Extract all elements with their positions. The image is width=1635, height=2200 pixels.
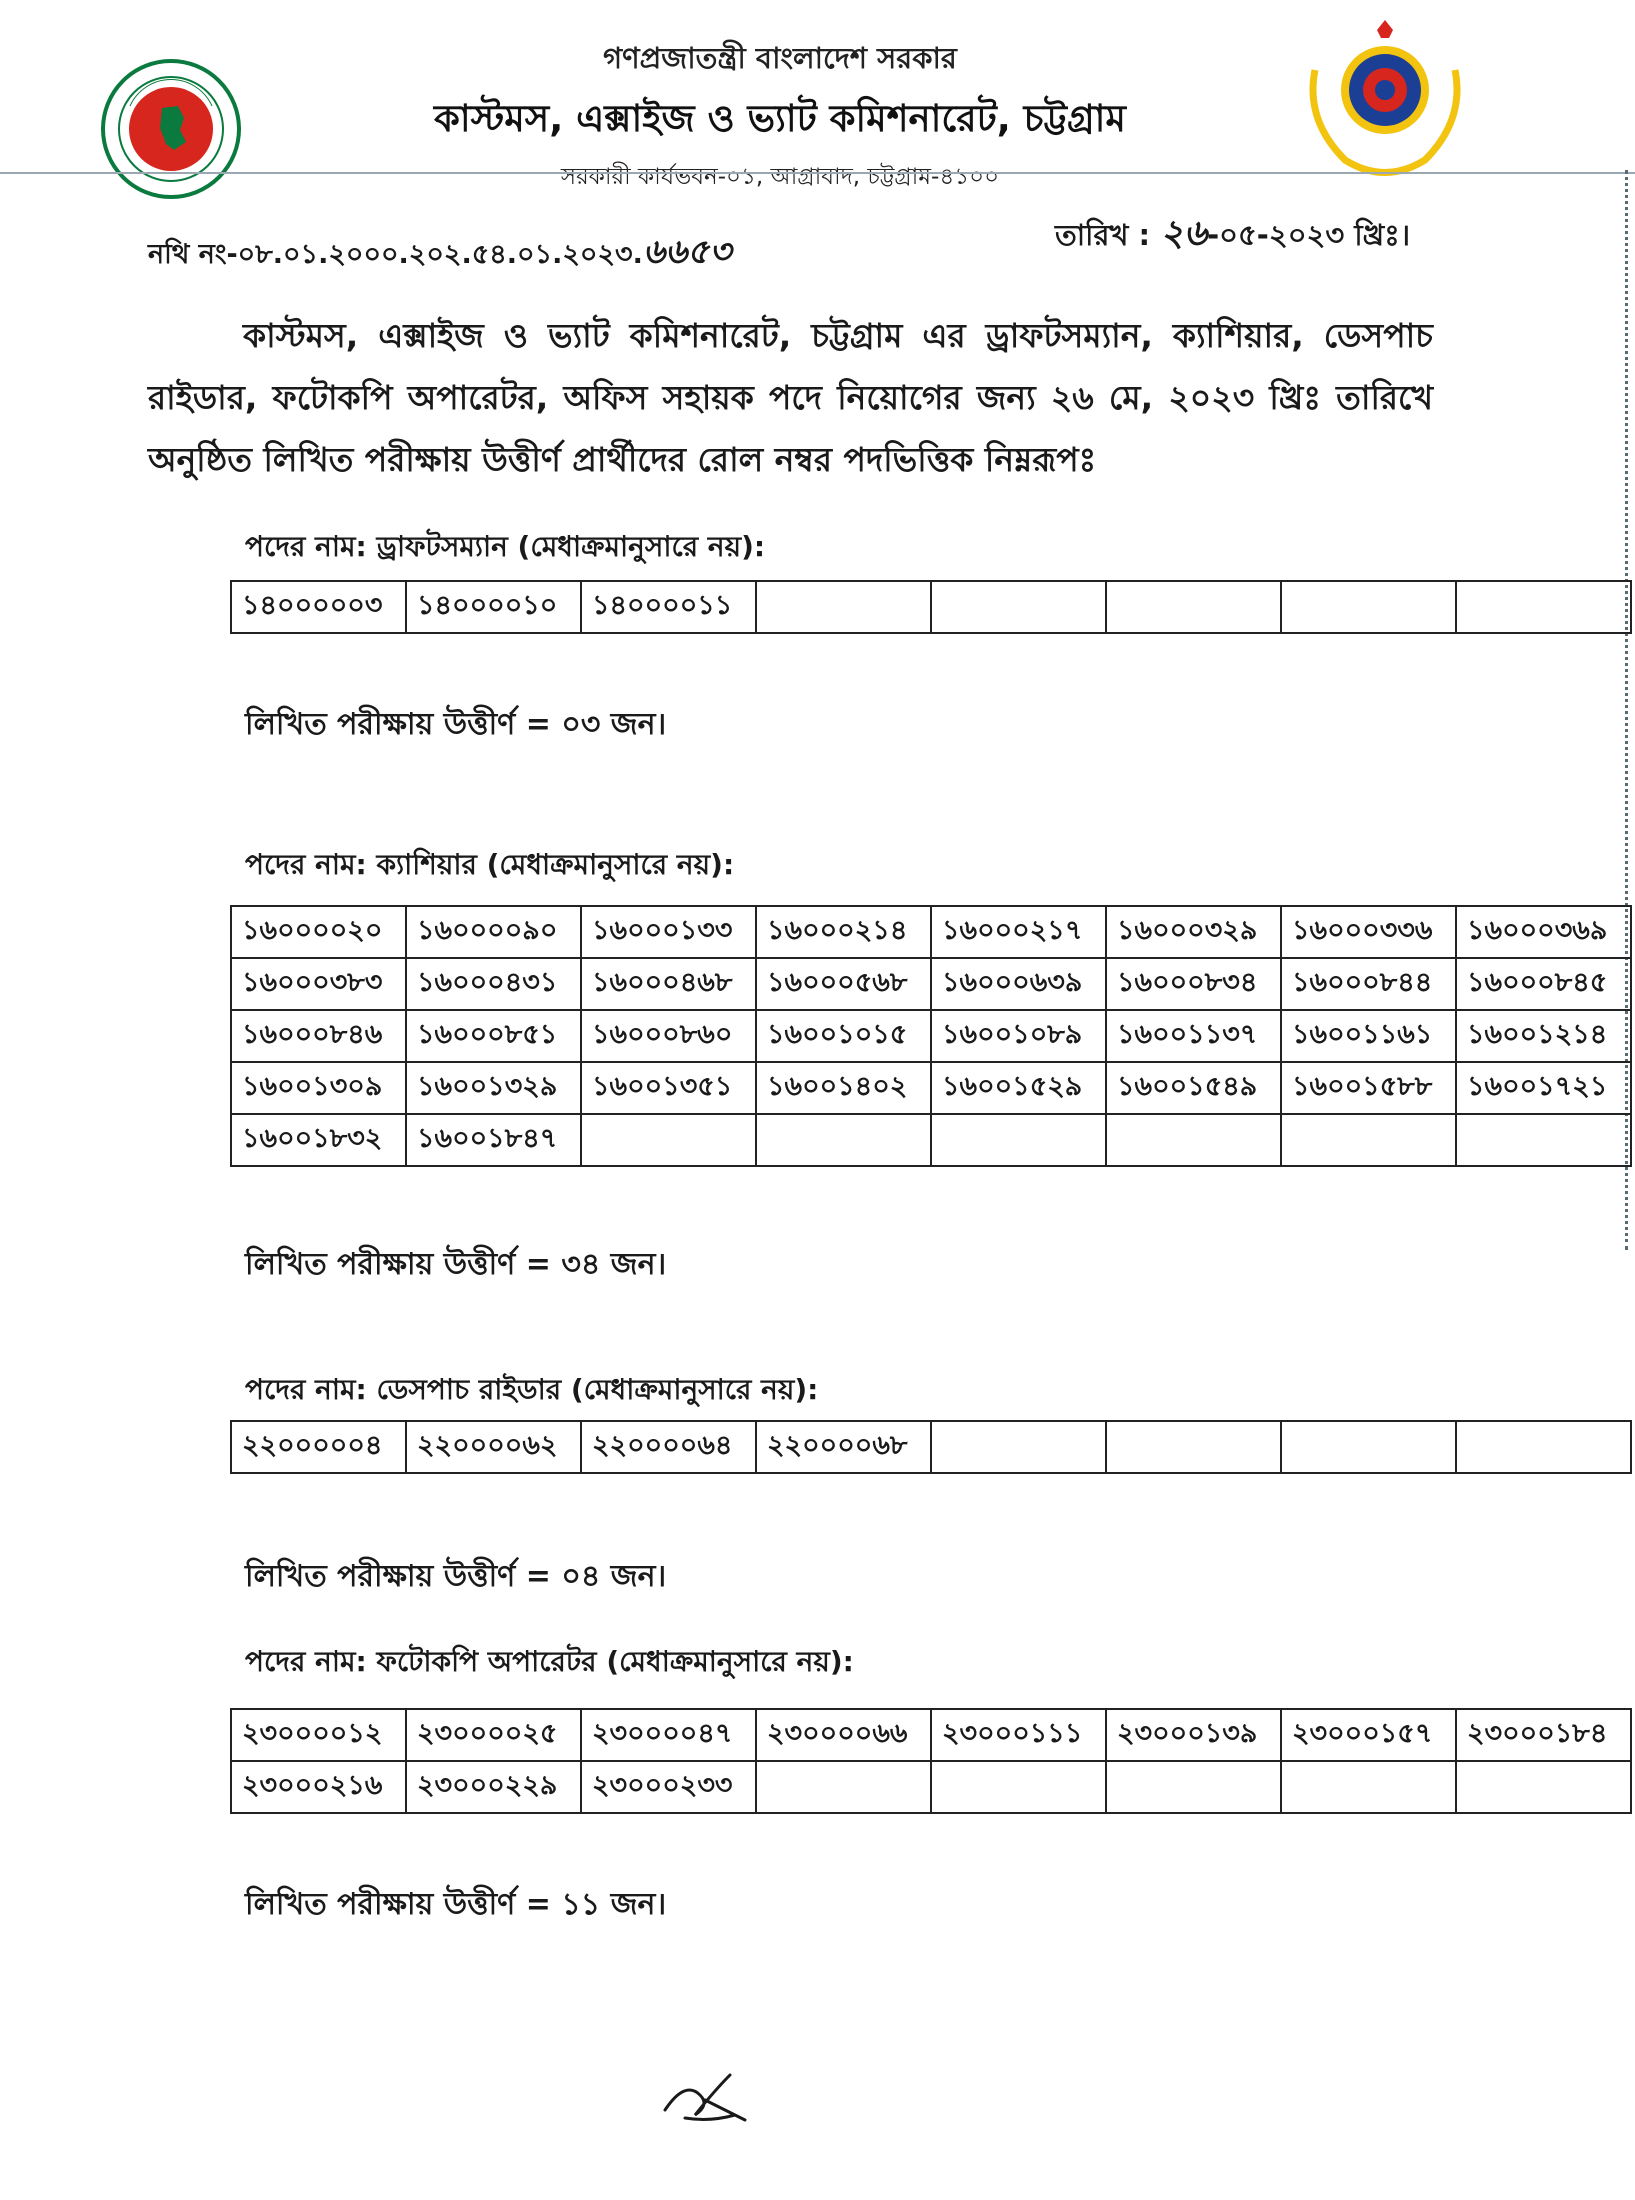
roll-cell [1456,1114,1631,1166]
roll-cell [1456,1761,1631,1813]
roll-cell: ২৩০০০১৫৭ [1281,1709,1456,1761]
table-row [231,1062,1631,1114]
roll-table-cashier [230,905,1632,1167]
roll-cell [581,1114,756,1166]
roll-cell: ২৩০০০২১৬ [231,1761,406,1813]
office-name: কাস্টমস, এক্সাইজ ও ভ্যাট কমিশনারেট, চট্টগ্রাম [434,97,1126,140]
roll-cell: ১৬০০১৩২৯ [406,1062,581,1114]
roll-cell: ১৬০০০৮৪৫ [1456,958,1631,1010]
roll-cell [1281,1114,1456,1166]
roll-cell: ১৪০০০০০৩ [231,581,406,633]
roll-cell: ১৬০০১৫২৯ [931,1062,1106,1114]
roll-cell [1281,581,1456,633]
government-name: গণপ্রজাতন্ত্রী বাংলাদেশ সরকার [603,41,957,75]
roll-cell: ১৬০০১৮৩২ [231,1114,406,1166]
roll-cell: ১৬০০১৮৪৭ [406,1114,581,1166]
issue-date [1055,206,1410,266]
roll-cell: ১৬০০১৭২১ [1456,1062,1631,1114]
roll-cell: ১৬০০০১৩৩ [581,906,756,958]
roll-cell: ১৬০০০৮৫১ [406,1010,581,1062]
roll-cell: ২২০০০০৬৮ [756,1421,931,1473]
date-rest: -০৫-২০২৩ খ্রিঃ। [1207,218,1411,252]
table-row [231,1421,1631,1473]
roll-cell: ১৬০০১৪০২ [756,1062,931,1114]
roll-cell: ১৬০০০৪৬৮ [581,958,756,1010]
signature [655,2060,755,2130]
passed-count-cashier: লিখিত পরীক্ষায় উত্তীর্ণ = ৩৪ জন। [245,1247,667,1282]
roll-cell [931,581,1106,633]
date-label: তারিখ : [1055,218,1161,252]
roll-cell: ১৬০০১১৬১ [1281,1010,1456,1062]
table-row [231,1114,1631,1166]
table-row [231,1010,1631,1062]
roll-cell: ২২০০০০৬২ [406,1421,581,1473]
roll-cell [931,1114,1106,1166]
roll-table-draftsman [230,580,1632,634]
roll-cell: ২৩০০০০২৫ [406,1709,581,1761]
roll-cell: ২৩০০০১৮৪ [1456,1709,1631,1761]
roll-cell: ১৬০০০৩৮৩ [231,958,406,1010]
roll-cell: ১৬০০০৮৪৪ [1281,958,1456,1010]
roll-cell: ১৬০০০৬৩৯ [931,958,1106,1010]
roll-cell: ১৬০০০২১৪ [756,906,931,958]
roll-cell [1456,1421,1631,1473]
roll-cell: ১৬০০০০৯০ [406,906,581,958]
passed-count-despatch-rider: লিখিত পরীক্ষায় উত্তীর্ণ = ০৪ জন। [245,1559,667,1594]
roll-cell [931,1421,1106,1473]
roll-cell [1456,581,1631,633]
roll-cell: ১৬০০১৩০৯ [231,1062,406,1114]
roll-table-despatch-rider [230,1420,1632,1474]
roll-cell: ১৬০০১৫৪৯ [1106,1062,1281,1114]
roll-cell: ১৬০০০৪৩১ [406,958,581,1010]
roll-cell [1106,1114,1281,1166]
passed-count-photocopy-operator: লিখিত পরীক্ষায় উত্তীর্ণ = ১১ জন। [245,1887,667,1922]
roll-cell: ১৪০০০০১০ [406,581,581,633]
roll-cell [931,1761,1106,1813]
roll-cell: ১৬০০১০৮৯ [931,1010,1106,1062]
roll-cell [1106,1421,1281,1473]
roll-cell: ২২০০০০৬৪ [581,1421,756,1473]
roll-cell: ২২০০০০০৪ [231,1421,406,1473]
roll-cell: ১৬০০০৩৬৯ [1456,906,1631,958]
roll-cell: ২৩০০০২৩৩ [581,1761,756,1813]
office-address: সরকারী কার্যভবন-০১, আগ্রাবাদ, চট্টগ্রাম-৪১০০ [560,164,1000,190]
date-day: ২৬ [1160,212,1208,254]
table-row [231,906,1631,958]
file-reference [148,226,731,283]
roll-cell: ১৬০০১০১৫ [756,1010,931,1062]
customs-vat-logo [1285,10,1485,210]
roll-cell [1106,1761,1281,1813]
roll-cell: ১৬০০০৮৬০ [581,1010,756,1062]
section-title-despatch-rider: পদের নাম: ডেসপাচ রাইডার (মেধাক্রমানুসারে নয়): [245,1373,819,1406]
roll-cell [756,1761,931,1813]
govt-seal-logo [100,58,242,200]
passed-count-draftsman: লিখিত পরীক্ষায় উত্তীর্ণ = ০৩ জন। [245,707,667,742]
header-divider [0,172,1635,174]
roll-cell: ১৬০০০০২০ [231,906,406,958]
file-reference-prefix: নথি নং-০৮.০১.২০০০.২০২.৫৪.০১.২০২৩. [148,239,643,270]
file-reference-number: ৬৬৫৩ [642,232,732,272]
roll-cell [1106,581,1281,633]
roll-cell: ১৬০০০৫৬৮ [756,958,931,1010]
table-row [231,958,1631,1010]
roll-cell: ২৩০০০০৬৬ [756,1709,931,1761]
roll-cell: ২৩০০০১৩৯ [1106,1709,1281,1761]
roll-cell: ২৩০০০০১২ [231,1709,406,1761]
table-row [231,1709,1631,1761]
roll-cell: ১৬০০১৩৫১ [581,1062,756,1114]
roll-cell [756,581,931,633]
roll-cell: ১৬০০০৮৩৪ [1106,958,1281,1010]
roll-cell: ১৬০০১৫৮৮ [1281,1062,1456,1114]
roll-table-photocopy-operator [230,1708,1632,1814]
roll-cell: ২৩০০০০৪৭ [581,1709,756,1761]
table-row [231,581,1631,633]
roll-cell: ২৩০০০১১১ [931,1709,1106,1761]
roll-cell: ১৬০০০৩২৯ [1106,906,1281,958]
section-title-photocopy-operator: পদের নাম: ফটোকপি অপারেটর (মেধাক্রমানুসারে নয়): [245,1645,854,1678]
intro-paragraph: কাস্টমস, এক্সাইজ ও ভ্যাট কমিশনারেট, চট্টগ্রাম এর ড্রাফটসম্যান, ক্যাশিয়ার, ডেসপাচ রাইডার, ফটোকপি অপারেটর, অফিস সহায়ক পদে নিয়োগের জন্য ২৬ মে, ২০২৩ খ্রিঃ তারিখে অনুষ্ঠিত লিখিত পরীক্ষায় উত্তীর্ণ প্রার্থীদের রোল নম্বর পদভিত্তিক নিম্নরূপঃ [148,316,1433,479]
roll-cell [756,1114,931,1166]
roll-cell [1281,1421,1456,1473]
roll-cell: ১৪০০০০১১ [581,581,756,633]
roll-cell: ১৬০০০৮৪৬ [231,1010,406,1062]
roll-cell: ১৬০০০২১৭ [931,906,1106,958]
roll-cell: ১৬০০১২১৪ [1456,1010,1631,1062]
section-title-draftsman: পদের নাম: ড্রাফটসম্যান (মেধাক্রমানুসারে নয়): [245,530,766,563]
section-title-cashier: পদের নাম: ক্যাশিয়ার (মেধাক্রমানুসারে নয়): [245,848,735,881]
roll-cell: ২৩০০০২২৯ [406,1761,581,1813]
table-row [231,1761,1631,1813]
roll-cell: ১৬০০০৩৩৬ [1281,906,1456,958]
roll-cell: ১৬০০১১৩৭ [1106,1010,1281,1062]
roll-cell [1281,1761,1456,1813]
